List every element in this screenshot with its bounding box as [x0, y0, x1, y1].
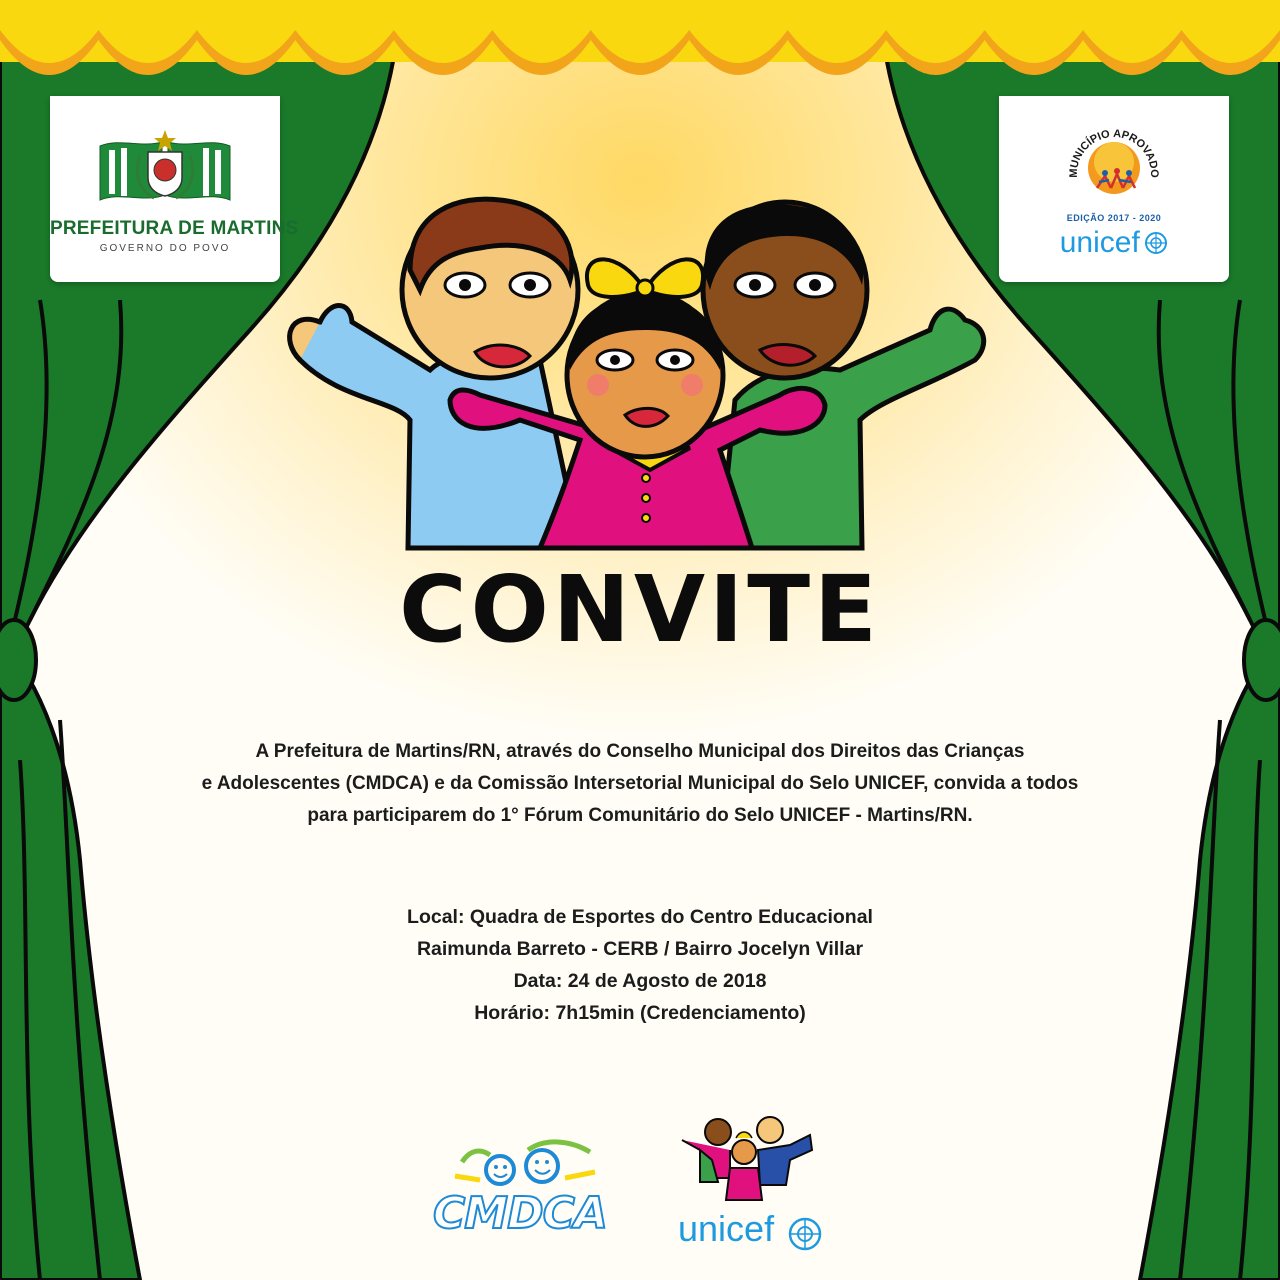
- edition-text: EDIÇÃO 2017 - 2020: [1066, 213, 1162, 223]
- intro-line: para participarem do 1° Fórum Comunitário do Selo UNICEF - Martins/RN.: [307, 805, 973, 826]
- seal-arc-text: MUNICÍPIO APROVADO: [1067, 127, 1161, 178]
- prefeitura-tagline: GOVERNO DO POVO: [99, 243, 231, 254]
- unicef-bottom-globe-icon: [790, 1219, 820, 1249]
- event-location-line1: Local: Quadra de Esportes do Centro Educacional: [407, 906, 873, 928]
- unicef-wordmark: unicef: [1059, 226, 1140, 259]
- event-location-line2: Raimunda Barreto - CERB / Bairro Jocelyn Villar: [416, 938, 864, 960]
- intro-line: e Adolescentes (CMDCA) e da Comissão Intersetorial Municipal do Selo UNICEF, convida a todos: [201, 773, 1079, 794]
- event-date: Data: 24 de Agosto de 2018: [513, 970, 767, 992]
- unicef-children-icon: [682, 1117, 812, 1200]
- event-time: Horário: 7h15min (Credenciamento): [474, 1002, 806, 1024]
- prefeitura-name: PREFEITURA DE MARTINS: [50, 218, 299, 239]
- cmdca-faces-icon: [455, 1142, 595, 1184]
- unicef-wordmark-bottom: unicef: [678, 1208, 775, 1249]
- intro-line: A Prefeitura de Martins/RN, através do Conselho Municipal dos Direitos das Crianças: [255, 741, 1025, 762]
- cmdca-wordmark: CMDCA: [433, 1188, 607, 1239]
- invitation-title: CONVITE: [399, 556, 881, 663]
